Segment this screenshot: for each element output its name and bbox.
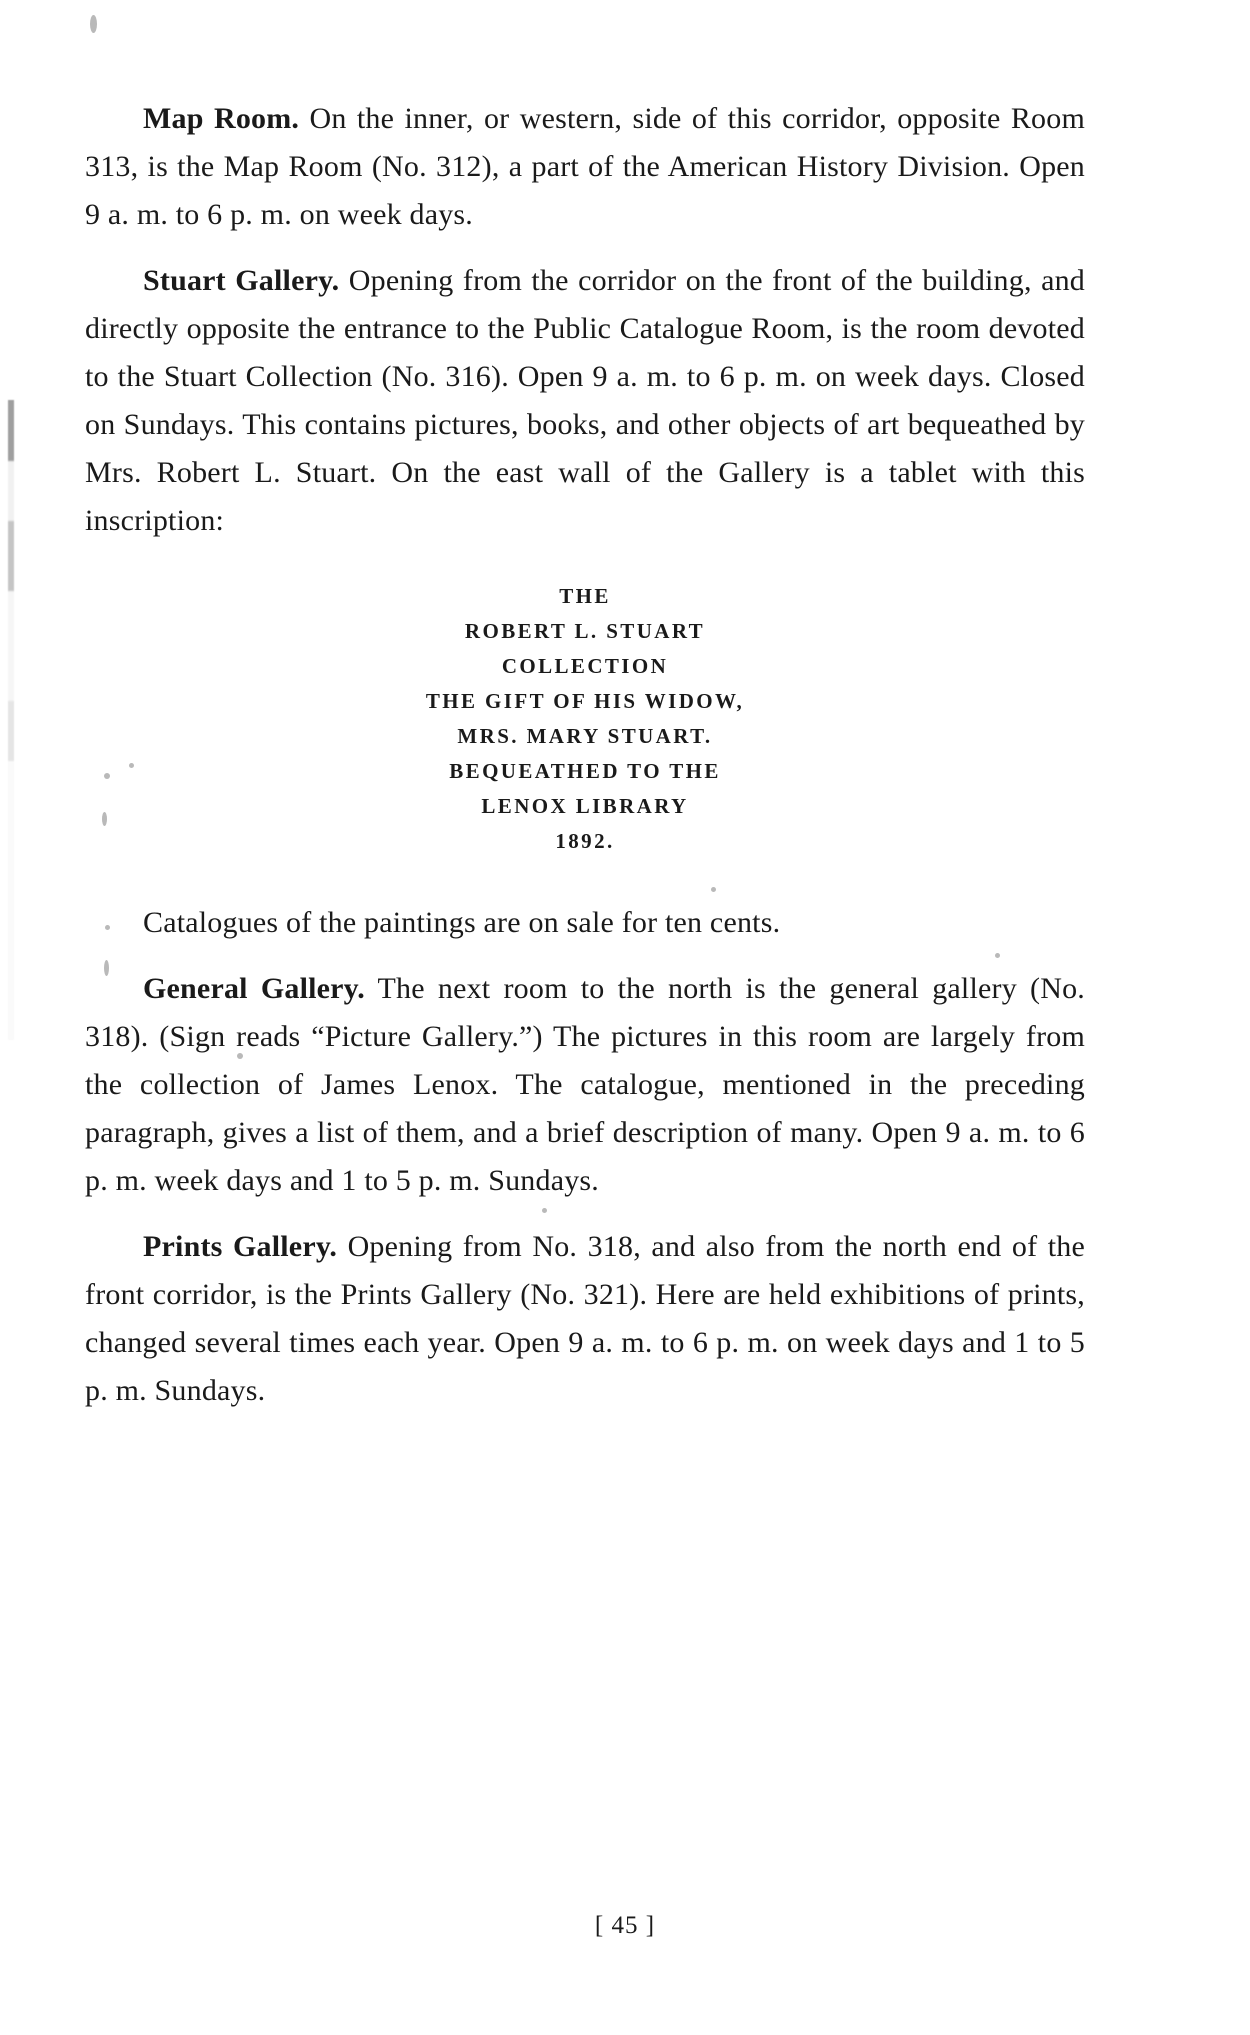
paragraph-text: Opening from the corridor on the front of the building, and directly opposite the entrance to the Public Catalogue Room, is the room devoted to the Stuart Collection (No. 316). Open 9 a. m. to 6 p. m. on week days. Closed on Sundays. This contains pictures, books, and other objects of art bequeathed by Mrs. Robert L. Stuart. On the east wall of the Gallery is a tablet with this inscription: [85, 264, 1085, 537]
paragraph-text: Catalogues of the paintings are on sale for ten cents. [143, 906, 781, 939]
tablet-line: COLLECTION [501, 654, 669, 678]
paragraph-text: On the inner, or western, side of this corridor, opposite Room 313, is the Map Room (No. 312), a part of the American History Division. Open 9 a. m. to 6 p. m. on week days. [85, 102, 1085, 231]
paragraph-stuart-gallery [85, 257, 1085, 545]
paragraph-catalogues [85, 899, 1085, 947]
paragraph-text: The next room to the north is the general gallery (No. 318). (Sign reads “Picture Gallery.”) The pictures in this room are largely from the collection of James Lenox. The catalogue, mentioned in the preceding paragraph, gives a list of them, and a brief description of many. Open 9 a. m. to 6 p. m. week days and 1 to 5 p. m. Sundays. [85, 972, 1085, 1197]
tablet-line: 1892. [555, 829, 615, 853]
run-in-heading-stuart-gallery: Stuart Gallery. [143, 264, 340, 297]
paragraph-prints-gallery [85, 1223, 1085, 1415]
tablet-line: THE [559, 584, 611, 608]
tablet-line: BEQUEATHED TO THE [449, 759, 721, 783]
run-in-heading-prints-gallery: Prints Gallery. [143, 1230, 338, 1263]
run-in-heading-map-room: Map Room. [143, 102, 300, 135]
paragraph-map-room [85, 95, 1085, 239]
scan-speck [90, 15, 97, 33]
paragraph-general-gallery [85, 965, 1085, 1205]
tablet-line: MRS. MARY STUART. [457, 724, 713, 748]
tablet-line: ROBERT L. STUART [464, 619, 706, 643]
tablet-line: LENOX LIBRARY [481, 794, 689, 818]
tablet-inscription [85, 579, 1085, 859]
tablet-line: THE GIFT OF HIS WIDOW, [425, 689, 745, 713]
page-folio: [ 45 ] [594, 1912, 656, 1939]
scan-edge-artifact [8, 400, 14, 1040]
paragraph-text: Opening from No. 318, and also from the north end of the front corridor, is the Prints Gallery (No. 321). Here are held exhibitions of prints, changed several times each year. Open 9 a. m. to 6 p. m. on week days and 1 to 5 p. m. Sundays. [85, 1230, 1085, 1407]
page-body [85, 95, 1085, 1433]
run-in-heading-general-gallery: General Gallery. [143, 972, 365, 1005]
